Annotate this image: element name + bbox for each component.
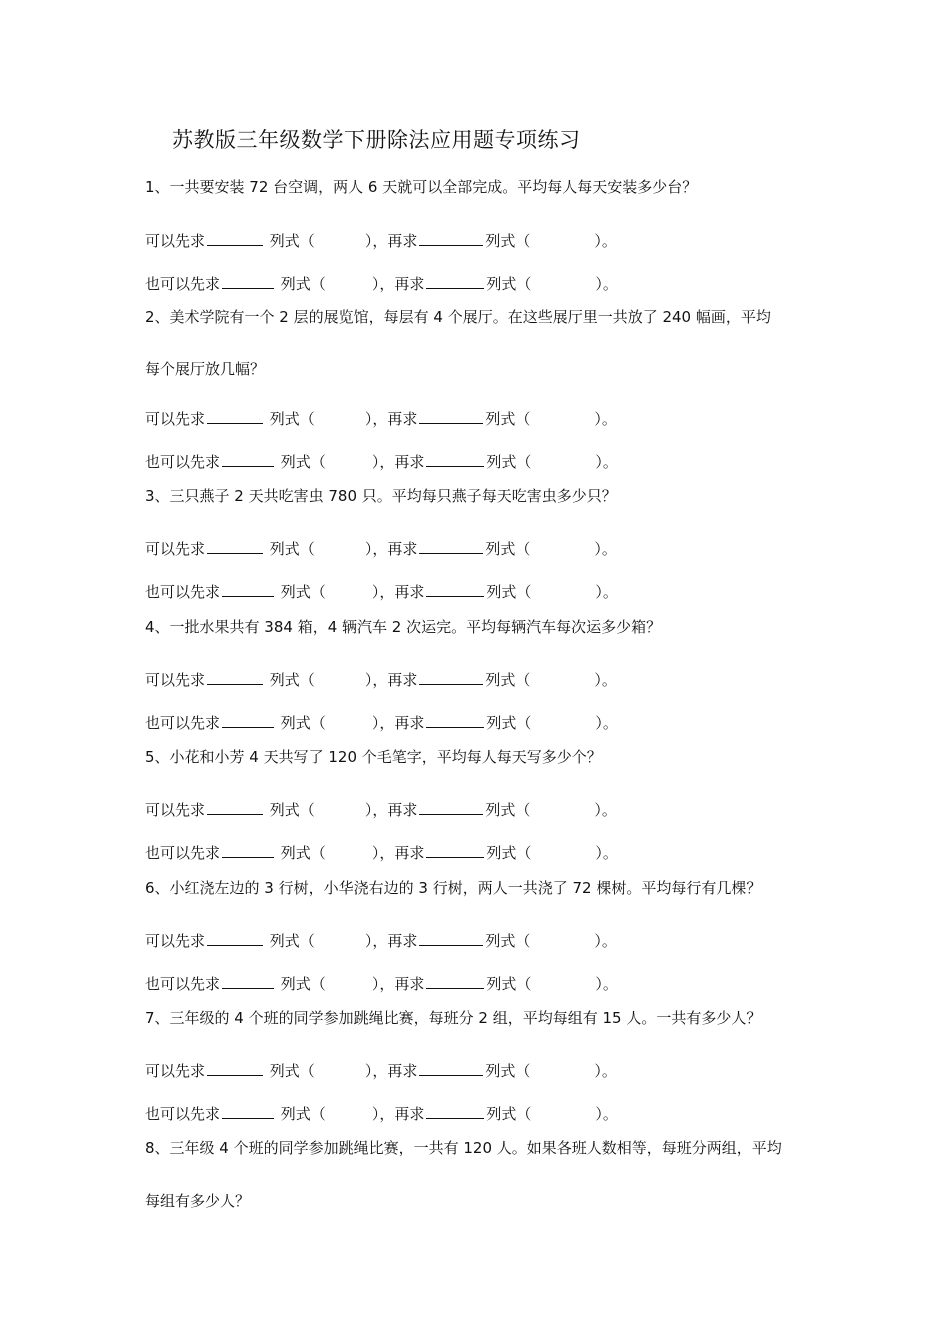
question-text-continued: 每个展厅放几幅？ <box>145 360 266 378</box>
then-label: 再求 <box>387 671 418 689</box>
open-paren: （ <box>515 801 531 819</box>
then-label: 再求 <box>394 583 425 601</box>
formula-label: 列式 <box>276 453 311 471</box>
first-quantity-blank[interactable] <box>222 843 274 858</box>
first-quantity-blank[interactable] <box>207 800 263 815</box>
formula-label: 列式 <box>485 540 516 558</box>
open-paren: （ <box>299 671 315 689</box>
formula-label: 列式 <box>265 410 300 428</box>
method-two-line <box>145 712 618 733</box>
prompt-label: 可以先求 <box>145 540 206 558</box>
open-paren: （ <box>310 275 326 293</box>
open-paren: （ <box>310 453 326 471</box>
open-paren: （ <box>310 583 326 601</box>
formula-label: 列式 <box>485 1062 516 1080</box>
prompt-label: 也可以先求 <box>145 714 221 732</box>
formula-label: 列式 <box>265 932 300 950</box>
prompt-label: 也可以先求 <box>145 275 221 293</box>
second-quantity-blank[interactable] <box>426 452 484 467</box>
second-quantity-blank[interactable] <box>426 582 484 597</box>
open-paren: （ <box>516 275 532 293</box>
second-quantity-blank[interactable] <box>426 713 484 728</box>
page-title: 苏教版三年级数学下册除法应用题专项练习 <box>172 128 581 152</box>
close-paren: ）， <box>364 232 388 250</box>
close-paren: ）。 <box>595 1105 618 1123</box>
first-quantity-blank[interactable] <box>222 452 274 467</box>
close-paren: ）， <box>371 975 395 993</box>
close-paren: ）。 <box>594 1062 617 1080</box>
open-paren: （ <box>310 714 326 732</box>
close-paren: ）， <box>371 844 395 862</box>
close-paren: ）， <box>371 453 395 471</box>
then-label: 再求 <box>387 932 418 950</box>
first-quantity-blank[interactable] <box>222 974 274 989</box>
then-label: 再求 <box>394 844 425 862</box>
formula-label: 列式 <box>265 232 300 250</box>
formula-label: 列式 <box>276 844 311 862</box>
close-paren: ）， <box>364 540 388 558</box>
question-text: 6、小红浇左边的 3 行树，小华浇右边的 3 行树，两人一共浇了 72 棵树。平均每行有几棵？ <box>145 879 762 897</box>
formula-label: 列式 <box>265 1062 300 1080</box>
close-paren: ）。 <box>594 232 617 250</box>
method-one-line <box>145 408 617 429</box>
first-quantity-blank[interactable] <box>207 931 263 946</box>
then-label: 再求 <box>387 1062 418 1080</box>
first-quantity-blank[interactable] <box>222 582 274 597</box>
formula-label: 列式 <box>276 975 311 993</box>
prompt-label: 也可以先求 <box>145 1105 221 1123</box>
second-quantity-blank[interactable] <box>419 931 483 946</box>
first-quantity-blank[interactable] <box>222 713 274 728</box>
method-two-line <box>145 273 618 294</box>
open-paren: （ <box>516 583 532 601</box>
first-quantity-blank[interactable] <box>222 274 274 289</box>
open-paren: （ <box>516 1105 532 1123</box>
prompt-label: 也可以先求 <box>145 583 221 601</box>
question-text: 3、三只燕子 2 天共吃害虫 780 只。平均每只燕子每天吃害虫多少只？ <box>145 487 617 505</box>
close-paren: ）。 <box>594 540 617 558</box>
close-paren: ）， <box>371 583 395 601</box>
open-paren: （ <box>299 1062 315 1080</box>
method-two-line <box>145 842 618 863</box>
prompt-label: 可以先求 <box>145 1062 206 1080</box>
close-paren: ）。 <box>594 801 617 819</box>
question-text: 7、三年级的 4 个班的同学参加跳绳比赛，每班分 2 组，平均每组有 15 人。一共有多少人？ <box>145 1009 762 1027</box>
prompt-label: 可以先求 <box>145 232 206 250</box>
question-text: 8、三年级 4 个班的同学参加跳绳比赛，一共有 120 人。如果各班人数相等，每班分两组，平均 <box>145 1139 782 1157</box>
method-two-line <box>145 973 618 994</box>
second-quantity-blank[interactable] <box>419 800 483 815</box>
formula-label: 列式 <box>276 714 311 732</box>
second-quantity-blank[interactable] <box>426 1104 484 1119</box>
open-paren: （ <box>515 232 531 250</box>
method-one-line <box>145 930 617 951</box>
second-quantity-blank[interactable] <box>419 1061 483 1076</box>
close-paren: ）， <box>364 671 388 689</box>
first-quantity-blank[interactable] <box>207 231 263 246</box>
method-two-line <box>145 451 618 472</box>
second-quantity-blank[interactable] <box>419 409 483 424</box>
open-paren: （ <box>299 232 315 250</box>
second-quantity-blank[interactable] <box>419 670 483 685</box>
formula-label: 列式 <box>265 540 300 558</box>
close-paren: ）， <box>364 410 388 428</box>
formula-label: 列式 <box>485 410 516 428</box>
prompt-label: 也可以先求 <box>145 844 221 862</box>
method-two-line <box>145 581 618 602</box>
then-label: 再求 <box>394 1105 425 1123</box>
formula-label: 列式 <box>485 232 516 250</box>
then-label: 再求 <box>387 540 418 558</box>
prompt-label: 可以先求 <box>145 932 206 950</box>
prompt-label: 也可以先求 <box>145 975 221 993</box>
close-paren: ）， <box>371 1105 395 1123</box>
then-label: 再求 <box>394 275 425 293</box>
first-quantity-blank[interactable] <box>207 1061 263 1076</box>
close-paren: ）。 <box>595 275 618 293</box>
prompt-label: 可以先求 <box>145 801 206 819</box>
first-quantity-blank[interactable] <box>207 409 263 424</box>
open-paren: （ <box>515 410 531 428</box>
close-paren: ）。 <box>594 410 617 428</box>
first-quantity-blank[interactable] <box>222 1104 274 1119</box>
close-paren: ）， <box>364 801 388 819</box>
second-quantity-blank[interactable] <box>419 231 483 246</box>
prompt-label: 可以先求 <box>145 410 206 428</box>
close-paren: ）。 <box>594 671 617 689</box>
close-paren: ）， <box>364 932 388 950</box>
open-paren: （ <box>515 932 531 950</box>
method-one-line <box>145 230 617 251</box>
prompt-label: 可以先求 <box>145 671 206 689</box>
open-paren: （ <box>515 540 531 558</box>
open-paren: （ <box>310 844 326 862</box>
formula-label: 列式 <box>486 583 517 601</box>
second-quantity-blank[interactable] <box>426 974 484 989</box>
method-two-line <box>145 1103 618 1124</box>
open-paren: （ <box>516 714 532 732</box>
open-paren: （ <box>299 410 315 428</box>
then-label: 再求 <box>387 410 418 428</box>
prompt-label: 也可以先求 <box>145 453 221 471</box>
close-paren: ）， <box>371 275 395 293</box>
method-one-line <box>145 1060 617 1081</box>
close-paren: ）。 <box>595 975 618 993</box>
question-text: 4、一批水果共有 384 箱，4 辆汽车 2 次运完。平均每辆汽车每次运多少箱？ <box>145 618 662 636</box>
formula-label: 列式 <box>486 275 517 293</box>
open-paren: （ <box>515 1062 531 1080</box>
open-paren: （ <box>299 932 315 950</box>
close-paren: ）， <box>371 714 395 732</box>
open-paren: （ <box>310 975 326 993</box>
close-paren: ）。 <box>595 714 618 732</box>
close-paren: ）。 <box>595 453 618 471</box>
second-quantity-blank[interactable] <box>426 843 484 858</box>
method-one-line <box>145 669 617 690</box>
then-label: 再求 <box>394 453 425 471</box>
method-one-line <box>145 799 617 820</box>
formula-label: 列式 <box>276 275 311 293</box>
formula-label: 列式 <box>265 671 300 689</box>
open-paren: （ <box>516 975 532 993</box>
then-label: 再求 <box>387 232 418 250</box>
open-paren: （ <box>516 844 532 862</box>
question-text: 1、一共要安装 72 台空调，两人 6 天就可以全部完成。平均每人每天安装多少台？ <box>145 178 698 196</box>
open-paren: （ <box>299 540 315 558</box>
open-paren: （ <box>299 801 315 819</box>
first-quantity-blank[interactable] <box>207 670 263 685</box>
formula-label: 列式 <box>486 714 517 732</box>
open-paren: （ <box>310 1105 326 1123</box>
close-paren: ）。 <box>594 932 617 950</box>
first-quantity-blank[interactable] <box>207 539 263 554</box>
question-text: 5、小花和小芳 4 天共写了 120 个毛笔字，平均每人每天写多少个？ <box>145 748 602 766</box>
then-label: 再求 <box>394 714 425 732</box>
formula-label: 列式 <box>265 801 300 819</box>
question-text-continued: 每组有多少人？ <box>145 1192 251 1210</box>
open-paren: （ <box>516 453 532 471</box>
open-paren: （ <box>515 671 531 689</box>
second-quantity-blank[interactable] <box>426 274 484 289</box>
close-paren: ）， <box>364 1062 388 1080</box>
formula-label: 列式 <box>485 671 516 689</box>
second-quantity-blank[interactable] <box>419 539 483 554</box>
formula-label: 列式 <box>486 844 517 862</box>
close-paren: ）。 <box>595 583 618 601</box>
then-label: 再求 <box>394 975 425 993</box>
formula-label: 列式 <box>485 932 516 950</box>
formula-label: 列式 <box>485 801 516 819</box>
formula-label: 列式 <box>276 583 311 601</box>
method-one-line <box>145 538 617 559</box>
formula-label: 列式 <box>486 1105 517 1123</box>
close-paren: ）。 <box>595 844 618 862</box>
formula-label: 列式 <box>486 453 517 471</box>
question-text: 2、美术学院有一个 2 层的展览馆，每层有 4 个展厅。在这些展厅里一共放了 240 幅画，平均 <box>145 308 771 326</box>
then-label: 再求 <box>387 801 418 819</box>
formula-label: 列式 <box>276 1105 311 1123</box>
formula-label: 列式 <box>486 975 517 993</box>
